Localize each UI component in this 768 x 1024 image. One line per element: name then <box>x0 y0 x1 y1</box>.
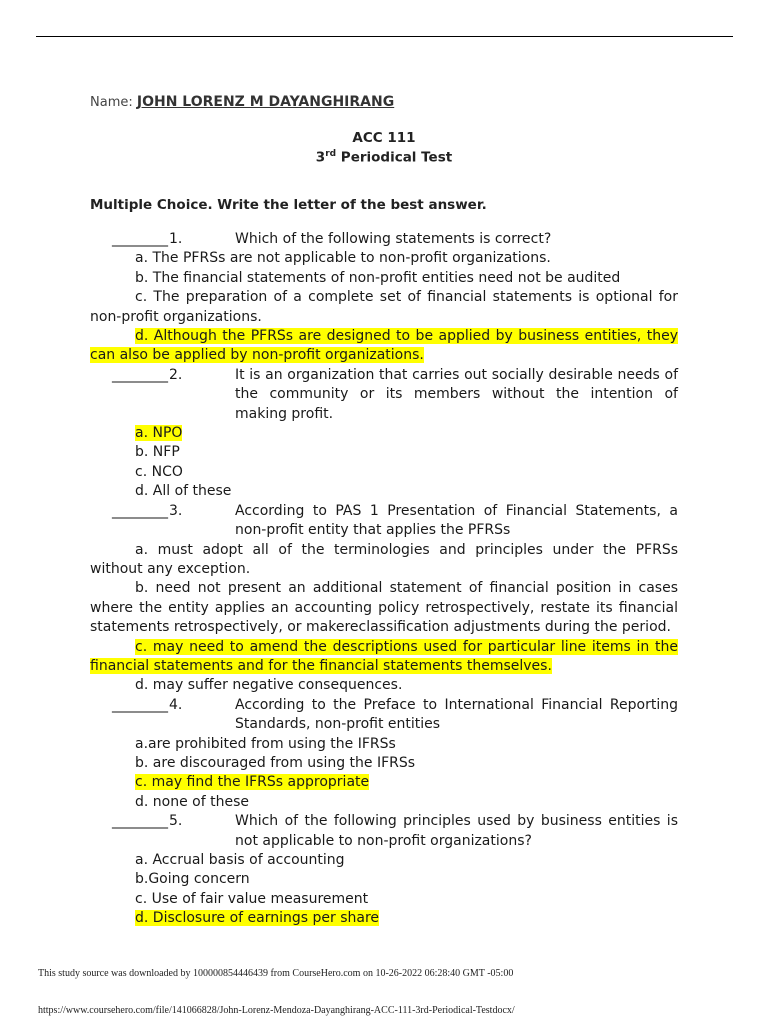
option-b: b. need not present an additional statement of financial position in cases where the entity applies an accounting policy retrospectively, restate its financial statements retrospectively, or makereclassification adjustments during the period. <box>90 580 678 636</box>
answer-blank[interactable]: ________ <box>112 502 168 519</box>
option-d <box>90 327 678 366</box>
option-c: c. Use of fair value measurement <box>135 890 369 907</box>
highlighted-answer: c. may need to amend the descriptions used for particular line items in the financial statements and for the financial statements themselves. <box>90 638 678 674</box>
question-stem: According to the Preface to International Financial Reporting Standards, non-profit entities <box>235 696 678 733</box>
option-d: d. may suffer negative consequences. <box>135 677 403 694</box>
source-url-link[interactable]: https://www.coursehero.com/file/141066828/John-Lorenz-Mendoza-Dayanghirang-ACC-111-3rd-Periodical-Testdocx/ <box>38 1005 515 1016</box>
question-list <box>90 230 678 929</box>
instructions: Multiple Choice. Write the letter of the best answer. <box>90 197 487 213</box>
answer-blank[interactable]: ________ <box>112 366 168 383</box>
question-stem <box>235 366 678 424</box>
option-c: c. The preparation of a complete set of financial statements is optional for non-profit organizations. <box>90 289 678 325</box>
option-a <box>90 424 678 443</box>
answer-blank[interactable]: ________ <box>112 813 168 830</box>
question-stem-text: It is an organization that carries out socially desirable needs of the community or its members without the intention of making profit. <box>235 366 678 422</box>
name-row <box>90 94 394 110</box>
option-b: b. are discouraged from using the IFRSs <box>135 754 416 771</box>
option-c <box>90 638 678 677</box>
option-b: b. NFP <box>135 444 180 461</box>
question-number: 4. <box>169 696 183 713</box>
option-a: a. The PFRSs are not applicable to non-profit organizations. <box>135 250 551 267</box>
option-d <box>90 909 678 928</box>
question-1 <box>90 230 678 366</box>
question-2 <box>90 366 678 502</box>
question-stem: Which of the following principles used by business entities is not applicable to non-profit organizations? <box>235 813 678 849</box>
option-a: a.are prohibited from using the IFRSs <box>135 735 396 752</box>
highlighted-answer: c. may find the IFRSs appropriate <box>135 774 370 791</box>
test-number: 3 <box>315 149 326 166</box>
option-c <box>90 773 678 792</box>
test-title <box>0 149 768 166</box>
top-rule <box>36 36 733 37</box>
question-number: 1. <box>169 231 183 247</box>
option-b: b.Going concern <box>135 871 250 888</box>
question-stem: Which of the following statements is correct? <box>235 231 552 247</box>
course-code: ACC 111 <box>352 130 416 146</box>
option-a: a. Accrual basis of accounting <box>135 852 345 868</box>
option-d: d. none of these <box>135 793 249 810</box>
test-number-suffix: rd <box>325 149 337 159</box>
download-notice: This study source was downloaded by 100000854446439 from CourseHero.com on 10-26-2022 06:28:40 GMT -05:00 <box>38 968 514 979</box>
answer-blank[interactable]: ________ <box>112 231 168 247</box>
question-number: 5. <box>169 813 183 830</box>
highlighted-answer: a. NPO <box>135 425 183 442</box>
option-c: c. NCO <box>135 463 183 480</box>
question-number: 2. <box>169 366 183 383</box>
question-4 <box>90 696 678 812</box>
answer-blank[interactable]: ________ <box>112 696 168 713</box>
name-label: Name: <box>90 95 133 110</box>
option-a: a. must adopt all of the terminologies and principles under the PFRSs without any exception. <box>90 541 678 577</box>
student-name: JOHN LORENZ M DAYANGHIRANG <box>136 94 395 110</box>
test-title-text: Periodical Test <box>340 149 453 166</box>
highlighted-answer: d. Although the PFRSs are designed to be applied by business entities, they can also be applied by non-profit organizations. <box>90 328 678 364</box>
option-b: b. The financial statements of non-profit entities need not be audited <box>135 269 621 286</box>
question-stem: According to PAS 1 Presentation of Financial Statements, a non-profit entity that applies the PFRSs <box>235 502 678 539</box>
highlighted-answer: d. Disclosure of earnings per share <box>135 910 380 927</box>
question-number: 3. <box>169 502 183 519</box>
question-3 <box>90 502 678 696</box>
option-d: d. All of these <box>135 483 232 500</box>
question-5 <box>90 812 678 928</box>
